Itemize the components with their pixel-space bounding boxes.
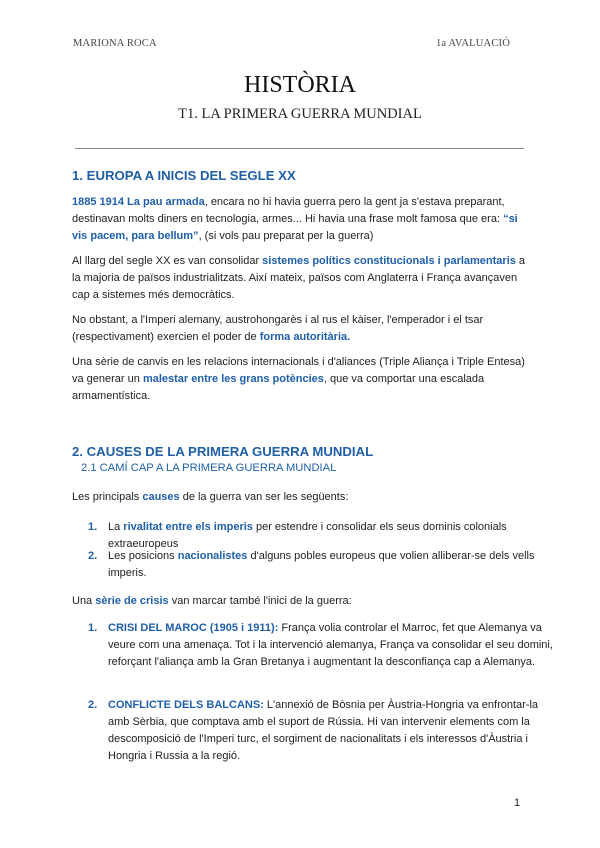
highlight: sistemes polítics constitucionals i parlamentaris — [262, 255, 516, 267]
highlight: “si vis pacem, para bellum” — [72, 213, 518, 242]
text: de la guerra van ser les següents: — [179, 491, 349, 503]
page-subtitle: T1. LA PRIMERA GUERRA MUNDIAL — [178, 106, 422, 122]
header-author: MARIONA ROCA — [73, 38, 157, 49]
highlight: rivalitat entre els imperis — [123, 521, 253, 533]
text: L'annexió de Bòsnia per Àustria-Hongria va enfrontar-la amb Sèrbia, que comptava amb el suport de Rússia. Hi van intervenir elements com la descomposició de l'Imperi turc, el sorgiment de nacionalitats i els interessos d'Àustria i Hongria i Russia a la regió. — [108, 699, 539, 762]
page-number: 1 — [514, 797, 521, 809]
highlight: 1885 1914 La pau armada — [72, 196, 205, 208]
text: , (si vols pau preparat per la guerra) — [198, 230, 374, 242]
highlight: nacionalistes — [177, 550, 248, 562]
highlight: CONFLICTE DELS BALCANS: — [108, 699, 264, 711]
page-title: HISTÒRIA — [244, 72, 356, 98]
divider — [75, 148, 524, 149]
list-item-crisis — [84, 697, 558, 765]
section-1-heading: 1. EUROPA A INICIS DEL SEGLE XX — [72, 168, 296, 183]
highlight: CRISI DEL MAROC (1905 i 1911): — [108, 622, 279, 634]
text: per estendre i consolidar els seus dominis colonials extraeuropeus — [108, 521, 507, 550]
paragraph-causes-intro — [72, 489, 532, 506]
highlight: sèrie de crisis — [95, 595, 169, 607]
paragraph-pau-armada — [72, 194, 532, 245]
highlight: malestar entre les grans potències — [142, 373, 324, 385]
highlight: forma autoritària. — [259, 331, 351, 343]
text: van marcar també l'inici de la guerra: — [168, 595, 352, 607]
text: Les principals — [72, 491, 143, 503]
text: Una sèrie de canvis en les relacions internacionals i d'aliances (Triple Aliança i Triple Entesa) va generar un — [72, 356, 525, 385]
list-number: 1. — [88, 521, 98, 533]
list-number: 2. — [88, 550, 98, 562]
text: Al llarg del segle XX es van consolidar — [72, 255, 263, 267]
section-2-heading: 2. CAUSES DE LA PRIMERA GUERRA MUNDIAL — [72, 444, 374, 459]
paragraph-crisis-intro — [72, 593, 532, 610]
text: , encara no hi havia guerra pero la gent ja s'estava preparant, destinavan molts diners en tecnologia, armes... Hi havia una frase molt famosa que era: — [72, 196, 505, 225]
paragraph-autoritaria — [72, 312, 532, 346]
section-2-1-subheading: 2.1 CAMÍ CAP A LA PRIMERA GUERRA MUNDIAL — [81, 462, 337, 474]
paragraph-malestar — [72, 354, 532, 405]
text: La — [108, 521, 124, 533]
text: , que va comportar una escalada armamentística. — [72, 373, 485, 402]
text: França volia controlar el Marroc, fet que Alemanya va veure com una amenaça. Tot i la intervenció alemanya, França va consolidar el seu domini, reforçant l'aliança amb la Gran Bretanya i augmentant la desconfiança cap a Alemanya. — [108, 622, 553, 668]
text: Una — [72, 595, 96, 607]
text: d'alguns pobles europeus que volien alliberar-se dels vells imperis. — [108, 550, 535, 579]
text: No obstant, a l'Imperi alemany, austrohongarès i al rus el kàiser, l'emperador i el tsar (respectivament) exercien el poder de — [72, 314, 484, 343]
highlight: causes — [142, 491, 180, 503]
list-number: 1. — [88, 622, 98, 634]
paragraph-sistemes — [72, 253, 532, 304]
list-number: 2. — [88, 699, 98, 711]
text: a la majoria de països industrialitzats. Així mateix, països com Anglaterra i França avançaven cap a sistemes més democràtics. — [72, 255, 526, 301]
header-term: 1a AVALUACIÓ — [435, 38, 510, 49]
list-item-cause — [84, 548, 558, 582]
text: Les posicions — [108, 550, 178, 562]
list-item-crisis — [84, 620, 558, 671]
